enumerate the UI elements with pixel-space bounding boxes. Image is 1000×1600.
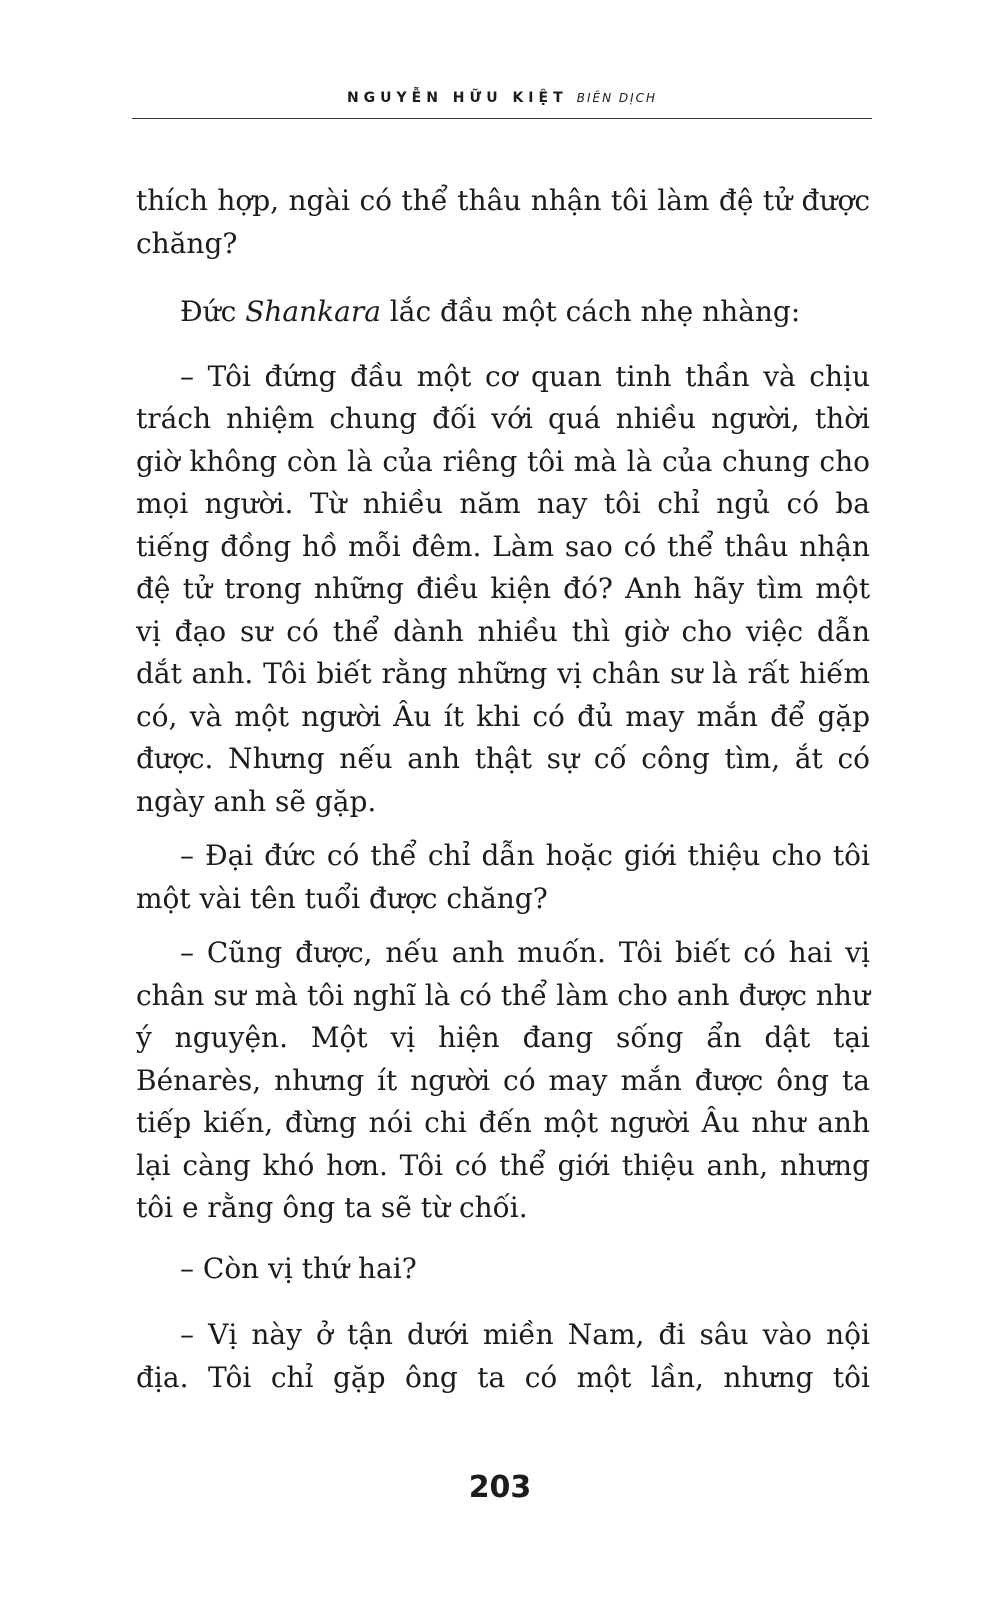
paragraph-dialogue: – Còn vị thứ hai?	[180, 1251, 417, 1285]
paragraph-dialogue: – Cũng được, nếu anh muốn. Tôi biết có hai vị chân sư mà tôi nghĩ là có thể làm cho anh được như ý nguyện. Một vị hiện đang sống ẩn dật tại Bénarès, nhưng ít người có may mắn được ông ta tiếp kiến, đừng nói chi đến một người Âu như anh lại càng khó hơn. Tôi có thể giới thiệu anh, nhưng tôi e rằng ông ta sẽ từ chối.	[136, 936, 870, 1224]
running-header	[132, 86, 872, 109]
narration-suffix: lắc đầu một cách nhẹ nhàng:	[380, 295, 801, 328]
paragraph-dialogue: – Đại đức có thể chỉ dẫn hoặc giới thiệu cho tôi một vài tên tuổi được chăng?	[136, 839, 870, 915]
header-author: NGUYỄN HỮU KIỆT	[346, 90, 568, 106]
page-body	[136, 180, 870, 1399]
narration-name: Shankara	[245, 295, 381, 328]
paragraph-narration	[136, 291, 870, 334]
paragraph-dialogue: – Vị này ở tận dưới miền Nam, đi sâu vào nội địa. Tôi chỉ gặp ông ta có một lần, nhưng tôi	[136, 1318, 870, 1394]
paragraph-dialogue: – Tôi đứng đầu một cơ quan tinh thần và chịu trách nhiệm chung đối với quá nhiều người, thời giờ không còn là của riêng tôi mà là của chung cho mọi người. Từ nhiều năm nay tôi chỉ ngủ có ba tiếng đồng hồ mỗi đêm. Làm sao có thể thâu nhận đệ tử trong những điều kiện đó? Anh hãy tìm một vị đạo sư có thể dành nhiều thì giờ cho việc dẫn dắt anh. Tôi biết rằng những vị chân sư là rất hiếm có, và một người Âu ít khi có đủ may mắn để gặp được. Nhưng nếu anh thật sự cố công tìm, ắt có ngày anh sẽ gặp.	[136, 359, 870, 818]
page-number: 203	[468, 1470, 532, 1505]
header-role: BIÊN DỊCH	[576, 91, 658, 105]
paragraph-continued: thích hợp, ngài có thể thâu nhận tôi làm đệ tử được chăng?	[136, 184, 870, 260]
header-rule	[132, 118, 872, 119]
narration-prefix: Đức	[180, 295, 246, 328]
